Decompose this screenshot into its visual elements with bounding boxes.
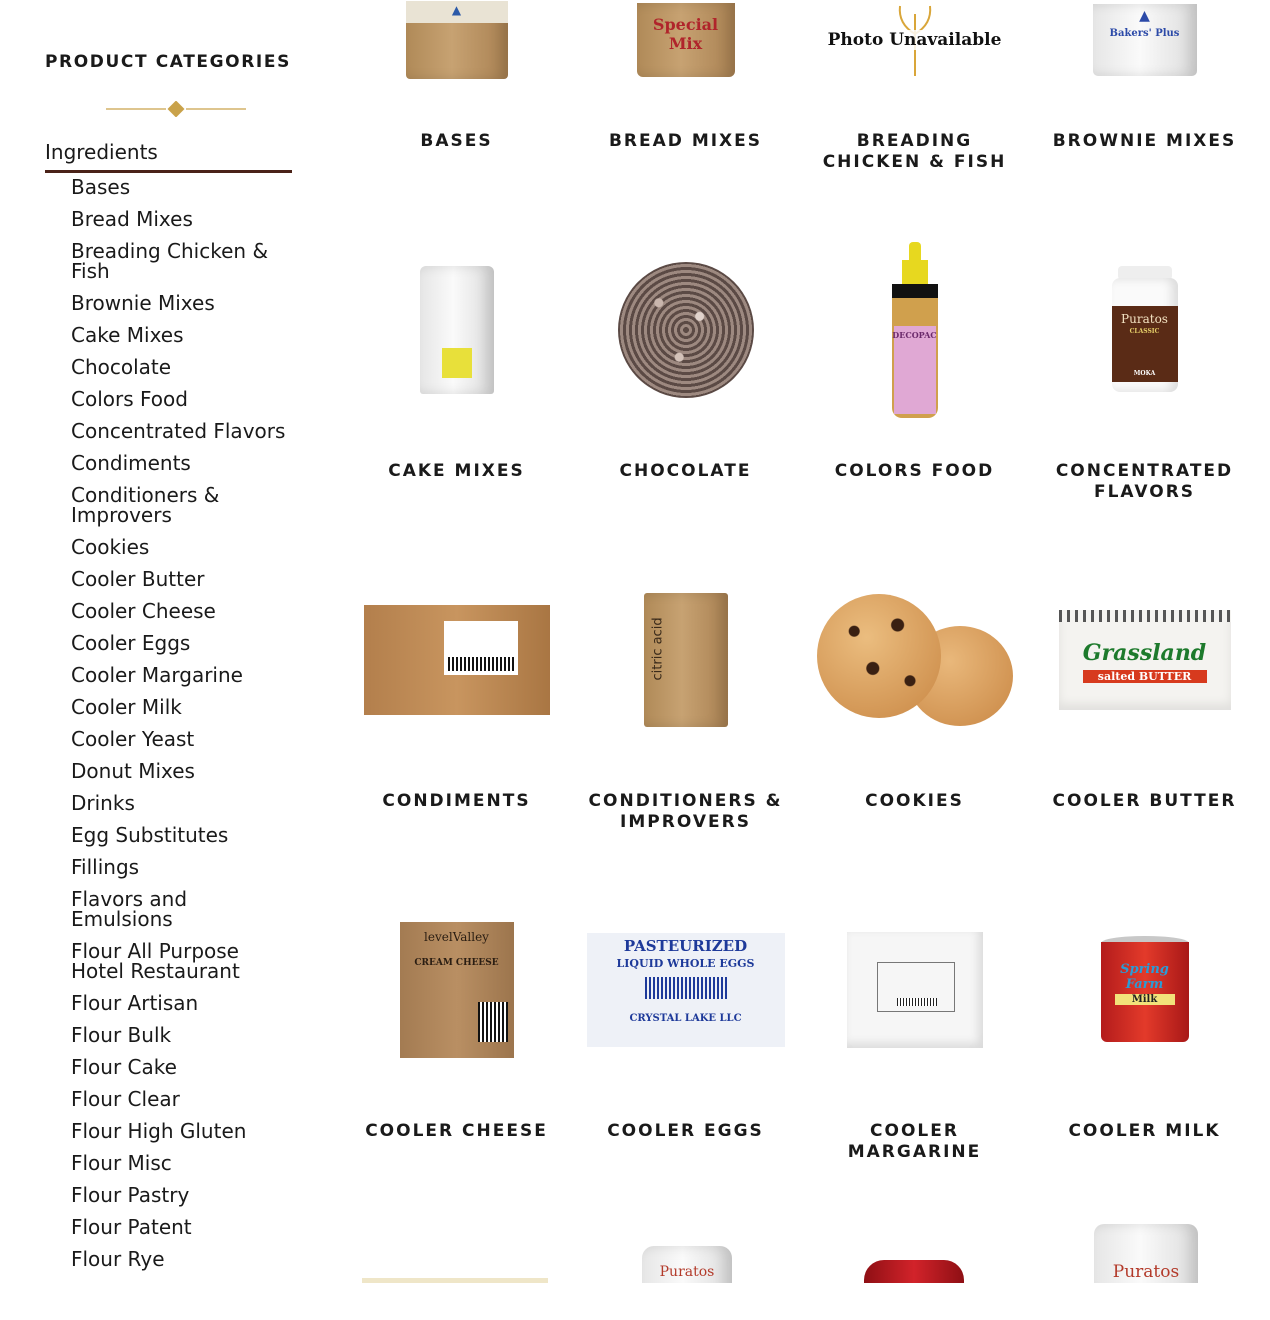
product-name: CONCENTRATED FLAVORS <box>1055 461 1234 502</box>
product-name: BREAD MIXES <box>608 131 763 151</box>
product-name: CONDITIONERS & IMPROVERS <box>588 791 783 832</box>
product-name: CONDIMENTS <box>382 791 531 811</box>
subcategory-item[interactable]: Brownie Mixes <box>71 291 215 315</box>
subcategory-item[interactable]: Flour Rye <box>71 1247 165 1271</box>
product-tile-row5-2[interactable] <box>571 1220 800 1283</box>
product-image-bases: ▲ <box>406 1 508 79</box>
product-image-partial: Puratos <box>1094 1224 1198 1283</box>
subcategory-item[interactable]: Breading Chicken & Fish <box>71 239 269 283</box>
subcategory-item[interactable]: Donut Mixes <box>71 759 195 783</box>
product-image-colors-food: DECOPAC <box>890 242 940 418</box>
subcategory-item[interactable]: Cooler Milk <box>71 695 182 719</box>
product-image-brownie-mixes: ▲ Bakers' Plus <box>1093 4 1197 76</box>
category-ingredients[interactable]: Ingredients <box>45 140 292 173</box>
subcategory-item[interactable]: Flour Pastry <box>71 1183 190 1207</box>
subcategory-item[interactable]: Flour Misc <box>71 1151 172 1175</box>
subcategory-item[interactable]: Cooler Eggs <box>71 631 191 655</box>
subcategory-item[interactable]: Flour Artisan <box>71 991 199 1015</box>
subcategory-item[interactable]: Cooler Cheese <box>71 599 216 623</box>
product-image-concentrated-flavors: Puratos CLASSIC MOKA <box>1112 266 1178 394</box>
subcategory-item[interactable]: Cake Mixes <box>71 323 184 347</box>
ornament-divider-icon <box>106 101 246 117</box>
subcategory-item[interactable]: Flour Cake <box>71 1055 177 1079</box>
subcategory-item[interactable]: Fillings <box>71 855 140 879</box>
product-name: COOLER CHEESE <box>365 1121 548 1141</box>
product-name: CHOCOLATE <box>619 461 752 481</box>
sidebar-title: PRODUCT CATEGORIES <box>45 52 291 72</box>
product-tile-row5-4[interactable] <box>1030 1220 1259 1283</box>
product-image-cake-mixes <box>420 266 494 394</box>
product-name: CAKE MIXES <box>388 461 525 481</box>
subcategory-item[interactable]: Colors Food <box>71 387 188 411</box>
product-image-chocolate <box>618 262 754 398</box>
product-name: COOLER MARGARINE <box>847 1121 982 1162</box>
product-image-bread-mixes: Special Mix <box>637 3 735 77</box>
product-name: BROWNIE MIXES <box>1052 131 1237 151</box>
product-image-condiments <box>364 605 550 715</box>
subcategory-item[interactable]: Flour Clear <box>71 1087 180 1111</box>
product-name: BASES <box>420 131 493 151</box>
product-image-cooler-margarine <box>847 932 983 1048</box>
photo-unavailable-image: Photo Unavailable <box>820 4 1010 76</box>
product-name: COOLER BUTTER <box>1052 791 1237 811</box>
product-image-cooler-cheese: levelValley CREAM CHEESE <box>400 922 514 1058</box>
product-image-partial <box>864 1260 964 1283</box>
product-image-cooler-milk: Spring Farm Milk <box>1101 936 1189 1044</box>
subcategory-item[interactable]: Flour High Gluten <box>71 1119 247 1143</box>
product-name: COLORS FOOD <box>834 461 995 481</box>
subcategory-item[interactable]: Concentrated Flavors <box>71 419 286 443</box>
subcategory-item[interactable]: Flour All Purpose Hotel Restaurant <box>71 939 240 983</box>
subcategory-item[interactable]: Bread Mixes <box>71 207 193 231</box>
product-image-conditioners-improvers: citric acid <box>644 593 728 727</box>
subcategory-item[interactable]: Flavors and Emulsions <box>71 887 188 931</box>
product-image-partial <box>362 1278 548 1283</box>
product-image-cooler-butter: Grassland salted BUTTER <box>1059 610 1231 710</box>
subcategory-item[interactable]: Egg Substitutes <box>71 823 229 847</box>
subcategory-item[interactable]: Cooler Margarine <box>71 663 243 687</box>
subcategory-item[interactable]: Drinks <box>71 791 135 815</box>
product-name: BREADING CHICKEN & FISH <box>822 131 1007 172</box>
subcategory-item[interactable]: Condiments <box>71 451 191 475</box>
subcategory-item[interactable]: Chocolate <box>71 355 172 379</box>
product-name: COOLER MILK <box>1068 1121 1221 1141</box>
product-name: COOKIES <box>865 791 964 811</box>
subcategory-item[interactable]: Cooler Butter <box>71 567 205 591</box>
product-image-cooler-eggs: PASTEURIZED LIQUID WHOLE EGGS CRYSTAL LAKE LLC <box>587 933 785 1047</box>
product-image-cookies <box>817 590 1013 730</box>
subcategory-item[interactable]: Conditioners & Improvers <box>71 483 220 527</box>
subcategory-item[interactable]: Bases <box>71 175 131 199</box>
product-tile-row5-3[interactable] <box>800 1220 1029 1283</box>
product-image-partial: Puratos <box>642 1246 732 1283</box>
subcategory-item[interactable]: Flour Bulk <box>71 1023 172 1047</box>
subcategory-item[interactable]: Cooler Yeast <box>71 727 195 751</box>
product-name: COOLER EGGS <box>607 1121 764 1141</box>
subcategory-list <box>71 176 292 1280</box>
subcategory-item[interactable]: Cookies <box>71 535 150 559</box>
subcategory-item[interactable]: Flour Patent <box>71 1215 192 1239</box>
product-tile-row5-1[interactable] <box>342 1220 571 1283</box>
